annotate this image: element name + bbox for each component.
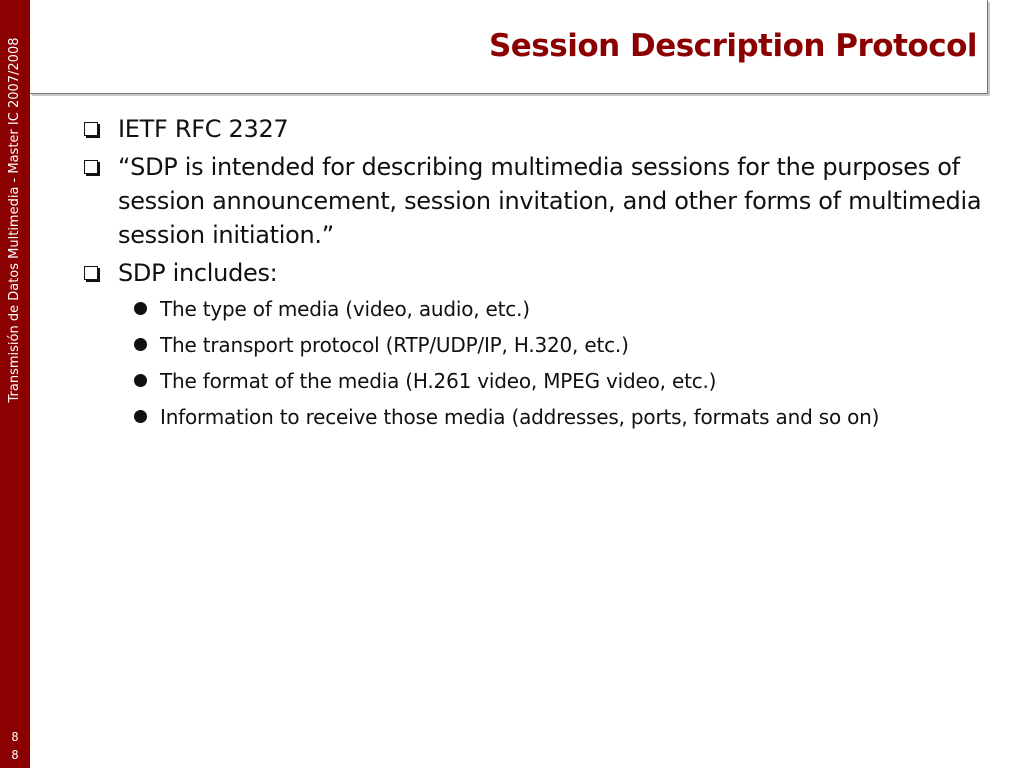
checkbox-icon [84, 266, 98, 280]
list-item-text: IETF RFC 2327 [118, 115, 289, 143]
list-item-text: “SDP is intended for describing multimedia sessions for the purposes of session announcement, session invitation, and other forms of multimedia session initiation.” [118, 153, 982, 249]
bullet-list [82, 112, 982, 438]
list-item [82, 112, 982, 146]
course-label: Transmisión de Datos Multimedia - Master IC 2007/2008 [7, 37, 22, 403]
bullet-dot-icon [134, 374, 147, 387]
list-item-text: SDP includes: [118, 259, 278, 287]
sub-list-item [82, 294, 982, 324]
bullet-dot-icon [134, 338, 147, 351]
list-item [82, 150, 982, 252]
sub-list-item-text: The format of the media (H.261 video, MPEG video, etc.) [160, 369, 717, 393]
sidebar [0, 0, 30, 768]
sub-list-item [82, 330, 982, 360]
sub-list-item-text: The type of media (video, audio, etc.) [160, 297, 530, 321]
bullet-dot-icon [134, 302, 147, 315]
header [30, 0, 988, 94]
page-number [0, 728, 30, 764]
slide-title: Session Description Protocol [488, 28, 977, 64]
bullet-dot-icon [134, 410, 147, 423]
page-number-digit: 8 [11, 748, 19, 762]
sub-list-item [82, 366, 982, 396]
checkbox-icon [84, 122, 98, 136]
sub-list-item [82, 402, 982, 432]
page-number-digit: 8 [11, 730, 19, 744]
list-item [82, 256, 982, 290]
checkbox-icon [84, 160, 98, 174]
sub-list-item-text: The transport protocol (RTP/UDP/IP, H.320, etc.) [160, 333, 629, 357]
sub-list-item-text: Information to receive those media (addresses, ports, formats and so on) [160, 405, 880, 429]
